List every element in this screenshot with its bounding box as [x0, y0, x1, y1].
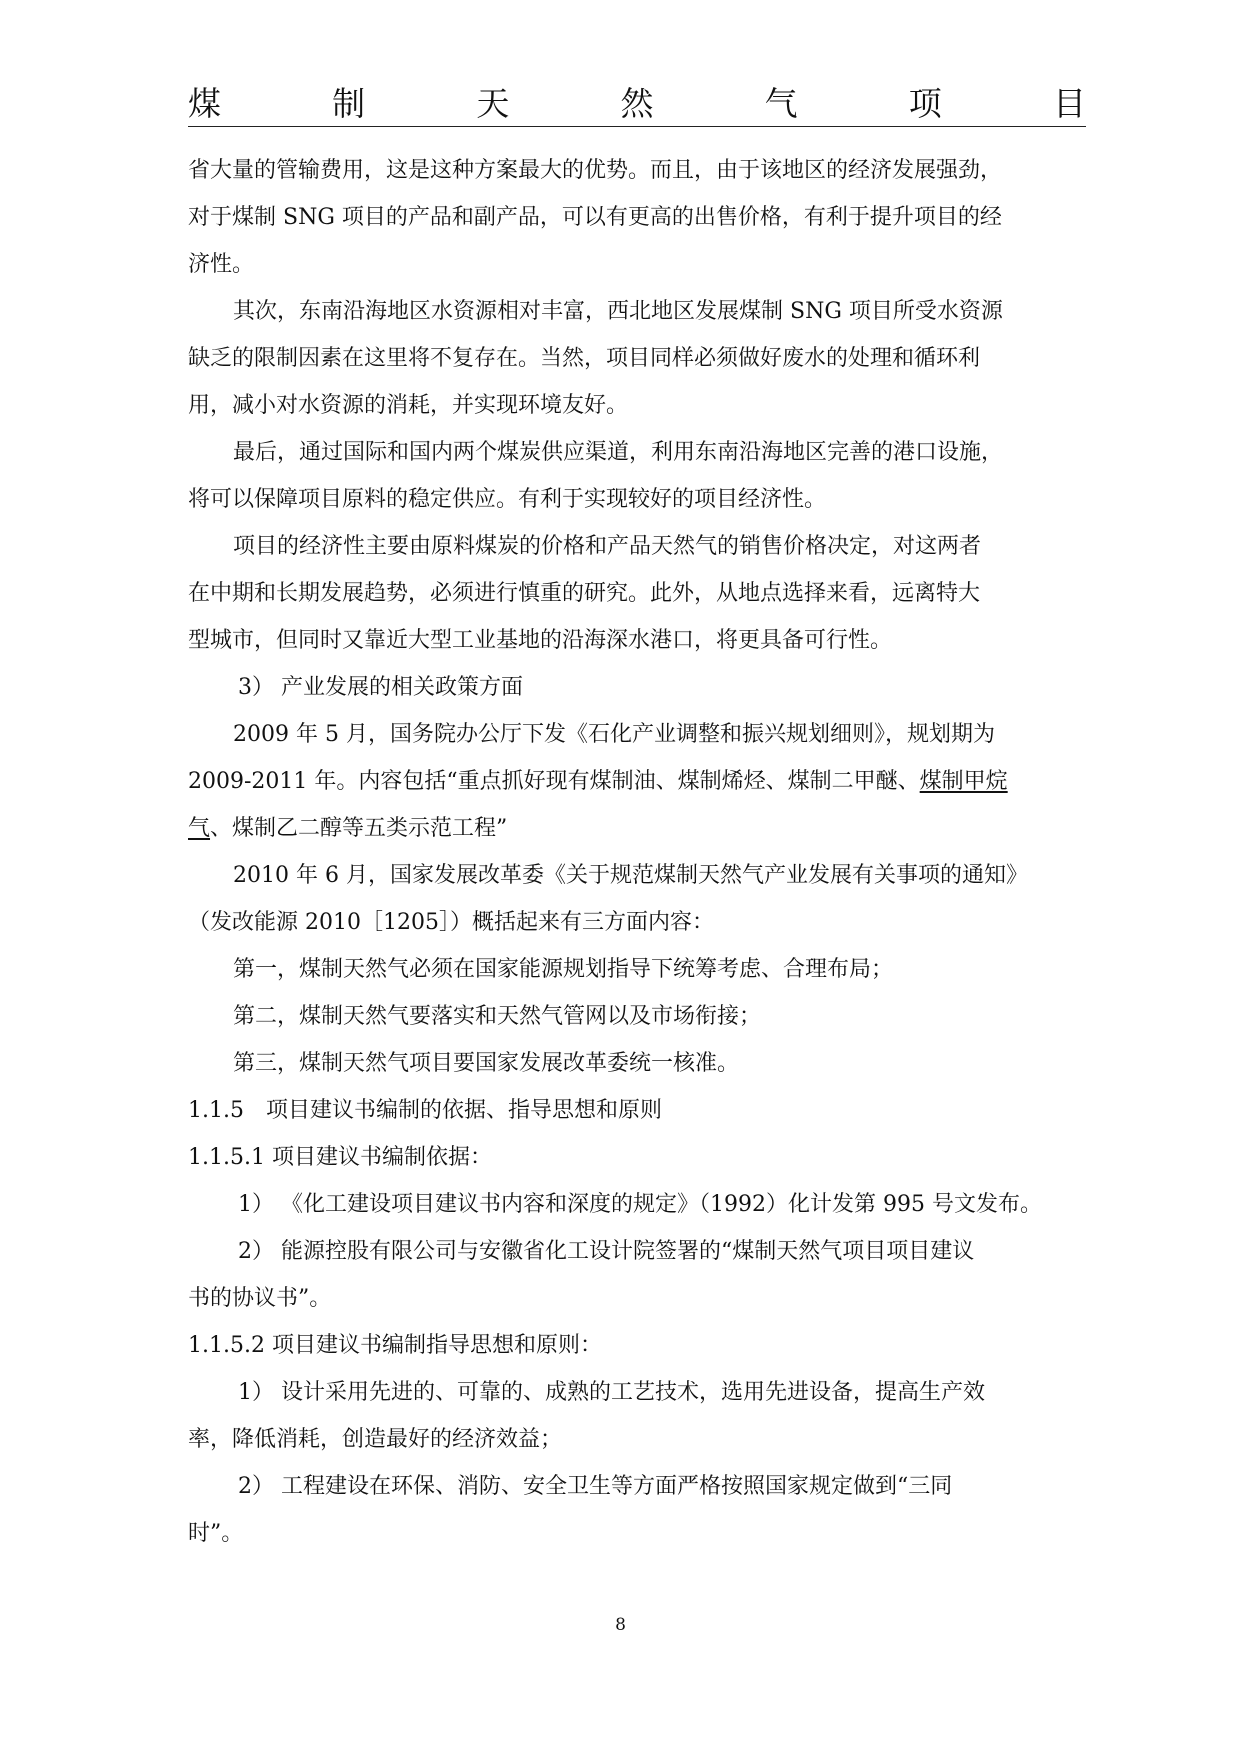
text-line: 型城市，但同时又靠近大型工业基地的沿海深水港口，将更具备可行性。: [188, 628, 893, 653]
text-span: 、煤制乙二醇等五类示范工程”: [210, 816, 508, 841]
header-char: 目: [1052, 84, 1086, 123]
text-line: 在中期和长期发展趋势，必须进行慎重的研究。此外，从地点选择来看，远离特大: [188, 581, 981, 606]
header-char: 制: [332, 84, 366, 123]
list-item: 1） 《化工建设项目建议书内容和深度的规定》（1992）化计发第 995 号文发布。: [238, 1192, 1042, 1217]
text-line: 用，减小对水资源的消耗，并实现环境友好。: [188, 393, 629, 418]
text-line: 率，降低消耗，创造最好的经济效益；: [188, 1427, 563, 1452]
running-header: [188, 82, 1086, 124]
text-line: 第一，煤制天然气必须在国家能源规划指导下统筹考虑、合理布局；: [233, 957, 894, 982]
text-line: 省大量的管输费用，这是这种方案最大的优势。而且，由于该地区的经济发展强劲，: [188, 158, 1003, 183]
header-char: 气: [764, 84, 798, 123]
text-line: 书的协议书”。: [188, 1286, 332, 1311]
header-char: 项: [908, 84, 942, 123]
text-line: 最后，通过国际和国内两个煤炭供应渠道，利用东南沿海地区完善的港口设施，: [233, 440, 1004, 465]
section-heading: 1.1.5.1 项目建议书编制依据：: [188, 1145, 492, 1170]
text-line: 将可以保障项目原料的稳定供应。有利于实现较好的项目经济性。: [188, 487, 827, 512]
text-line: 济性。: [188, 252, 255, 277]
list-item: 2） 工程建设在环保、消防、安全卫生等方面严格按照国家规定做到“三同: [238, 1474, 953, 1499]
text-line: 第三，煤制天然气项目要国家发展改革委统一核准。: [233, 1051, 740, 1076]
text-line: 第二，煤制天然气要落实和天然气管网以及市场衔接；: [233, 1004, 762, 1029]
list-item: 1） 设计采用先进的、可靠的、成熟的工艺技术，选用先进设备，提高生产效: [238, 1380, 985, 1405]
header-char: 煤: [188, 84, 221, 123]
header-char: 天: [476, 84, 510, 123]
text-line: 对于煤制 SNG 项目的产品和副产品，可以有更高的出售价格，有利于提升项目的经: [188, 205, 1002, 230]
text-line: 缺乏的限制因素在这里将不复存在。当然，项目同样必须做好废水的处理和循环利: [188, 346, 981, 371]
text-line: （发改能源 2010［1205］）概括起来有三方面内容：: [188, 910, 714, 935]
underlined-text: 煤制甲烷: [919, 769, 1008, 794]
text-line: 2010 年 6 月，国家发展改革委《关于规范煤制天然气产业发展有关事项的通知》: [233, 863, 1028, 888]
text-line: 2009 年 5 月，国务院办公厅下发《石化产业调整和振兴规划细则》，规划期为: [233, 722, 995, 747]
page-number: 8: [615, 1615, 626, 1635]
text-line: [188, 767, 1008, 797]
section-heading: 1.1.5 项目建议书编制的依据、指导思想和原则: [188, 1098, 662, 1123]
text-line: 时”。: [188, 1521, 244, 1546]
subheading: 3） 产业发展的相关政策方面: [238, 675, 523, 700]
list-item: 2） 能源控股有限公司与安徽省化工设计院签署的“煤制天然气项目项目建议: [238, 1239, 975, 1264]
text-line: 其次，东南沿海地区水资源相对丰富，西北地区发展煤制 SNG 项目所受水资源: [233, 299, 1003, 324]
text-span: 2009-2011 年。内容包括“重点抓好现有煤制油、煤制烯烃、煤制二甲醚、: [188, 769, 920, 794]
header-rule: [188, 126, 1086, 127]
header-char: 然: [620, 84, 654, 123]
text-line: [188, 814, 507, 844]
underlined-text: 气: [188, 816, 211, 841]
text-line: 项目的经济性主要由原料煤炭的价格和产品天然气的销售价格决定，对这两者: [233, 534, 982, 559]
section-heading: 1.1.5.2 项目建议书编制指导思想和原则：: [188, 1333, 602, 1358]
